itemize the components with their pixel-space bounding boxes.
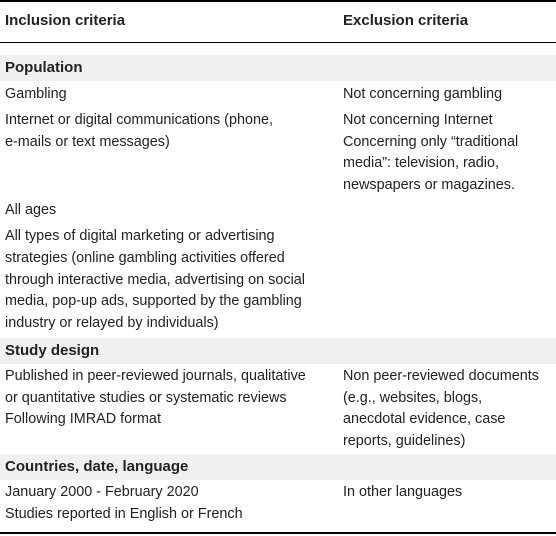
exclusion-cell: media”: television, radio, xyxy=(343,155,499,171)
inclusion-cell: January 2000 - February 2020 xyxy=(5,484,199,500)
table-bottom-rule xyxy=(0,532,556,534)
inclusion-cell: Studies reported in English or French xyxy=(5,506,243,522)
section-countries-date-language xyxy=(0,454,556,480)
inclusion-cell: Gambling xyxy=(5,86,67,102)
inclusion-criteria-header: Inclusion criteria xyxy=(5,12,126,29)
exclusion-cell: In other languages xyxy=(343,484,463,500)
inclusion-cell: industry or relayed by individuals) xyxy=(5,315,219,331)
exclusion-cell: reports, guidelines) xyxy=(343,433,466,449)
exclusion-cell: anecdotal evidence, case xyxy=(343,411,506,427)
inclusion-cell: Following IMRAD format xyxy=(5,411,161,427)
exclusion-cell: (e.g., websites, blogs, xyxy=(343,390,483,406)
inclusion-cell: Published in peer-reviewed journals, qualitative xyxy=(5,368,306,384)
inclusion-cell: strategies (online gambling activities offered xyxy=(5,250,285,266)
exclusion-cell: newspapers or magazines. xyxy=(343,177,515,193)
table-header-row xyxy=(0,11,556,35)
section-title: Study design xyxy=(5,342,100,359)
exclusion-criteria-header: Exclusion criteria xyxy=(343,12,469,29)
inclusion-cell: Internet or digital communications (phone, xyxy=(5,112,273,128)
section-study-design xyxy=(0,338,556,364)
table-header-rule xyxy=(0,42,556,43)
exclusion-cell: Not concerning Internet xyxy=(343,112,493,128)
exclusion-cell: Concerning only “traditional xyxy=(343,134,519,150)
section-population xyxy=(0,55,556,81)
inclusion-cell: All ages xyxy=(5,202,57,218)
inclusion-cell: through interactive media, advertising on social xyxy=(5,272,305,288)
section-title: Countries, date, language xyxy=(5,458,189,475)
section-title: Population xyxy=(5,59,83,76)
exclusion-cell: Not concerning gambling xyxy=(343,86,503,102)
inclusion-cell: e-mails or text messages) xyxy=(5,134,170,150)
inclusion-cell: All types of digital marketing or advertising xyxy=(5,228,275,244)
exclusion-cell: Non peer-reviewed documents xyxy=(343,368,539,384)
inclusion-cell: media, pop-up ads, supported by the gambling xyxy=(5,293,302,309)
inclusion-cell: or quantitative studies or systematic reviews xyxy=(5,390,287,406)
table-top-rule xyxy=(0,0,556,2)
